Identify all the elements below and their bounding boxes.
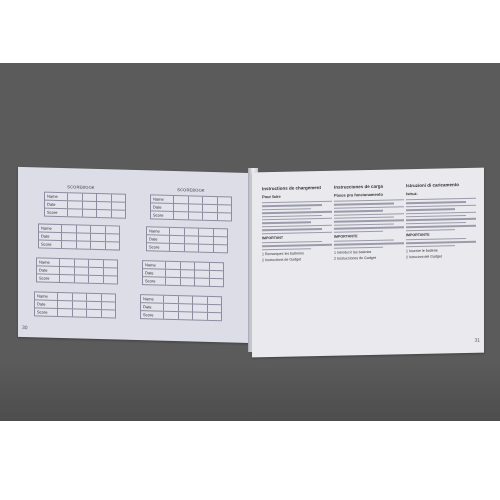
score-card [146, 226, 228, 253]
row-label-date: Date [45, 201, 68, 209]
step-1: 1 Remarquez les batteries [262, 251, 304, 257]
row-label-name: Name [151, 195, 174, 203]
score-card [150, 194, 232, 221]
page-number-left: 30 [22, 325, 28, 332]
row-label-score: Score [37, 274, 60, 282]
row-label-score: Score [39, 240, 62, 248]
row-label-date: Date [143, 269, 166, 277]
row-label-name: Name [37, 258, 60, 266]
row-label-date: Date [147, 235, 170, 243]
page-number-right: 31 [474, 337, 480, 344]
row-label-name: Name [35, 292, 58, 300]
score-card [140, 294, 222, 321]
row-label-name: Name [45, 193, 68, 201]
column-title: Istruzioni di caricamento [406, 182, 460, 189]
column-title: Instrucciones de carga [334, 183, 384, 190]
instructions-page [252, 168, 484, 358]
row-label-date: Date [141, 303, 164, 311]
instructions-column-fr [262, 185, 332, 265]
step-1: 1 Introducir las baterias [334, 250, 372, 255]
score-card [44, 192, 126, 219]
step-2: 2 Istruzioni del Gadget [406, 254, 442, 260]
row-label-score: Score [45, 209, 68, 217]
row-label-score: Score [151, 211, 174, 219]
row-label-score: Score [143, 277, 166, 285]
instructions-column-it [406, 182, 476, 262]
row-label-date: Date [151, 203, 174, 211]
row-label-date: Date [37, 266, 60, 274]
instructions-column-es [334, 183, 404, 263]
row-label-score: Score [141, 311, 164, 319]
column-subtitle: Istruz. [406, 190, 418, 197]
warning-heading: IMPORTANTE [334, 234, 358, 239]
column-title: Instructions de chargement [262, 184, 322, 192]
step-1: 1 Inserire le batterie [406, 248, 438, 254]
score-card [38, 223, 120, 250]
warning-heading: IMPORTANT [262, 235, 284, 241]
row-label-date: Date [39, 232, 62, 240]
row-label-name: Name [143, 261, 166, 269]
row-label-score: Score [35, 308, 58, 316]
scorebook-page [18, 167, 254, 343]
row-label-name: Name [141, 295, 164, 303]
scorebook-title-right: SCOREBOOK [177, 187, 205, 193]
row-label-name: Name [147, 227, 170, 235]
scorebook-title-left: SCOREBOOK [67, 184, 95, 190]
row-label-name: Name [39, 224, 62, 232]
score-card [36, 257, 118, 284]
row-label-score: Score [147, 243, 170, 251]
score-card [34, 291, 116, 318]
step-2: 2 Instructions de Gadget [262, 257, 302, 263]
score-card [142, 260, 224, 287]
warning-heading: IMPORTANTE [406, 232, 430, 238]
row-label-date: Date [35, 300, 58, 308]
step-2: 2 Instrucciones de Gadget [334, 255, 376, 261]
column-subtitle: Pasos pra funcionamento [334, 191, 383, 198]
column-subtitle: Pour faire [262, 193, 281, 200]
